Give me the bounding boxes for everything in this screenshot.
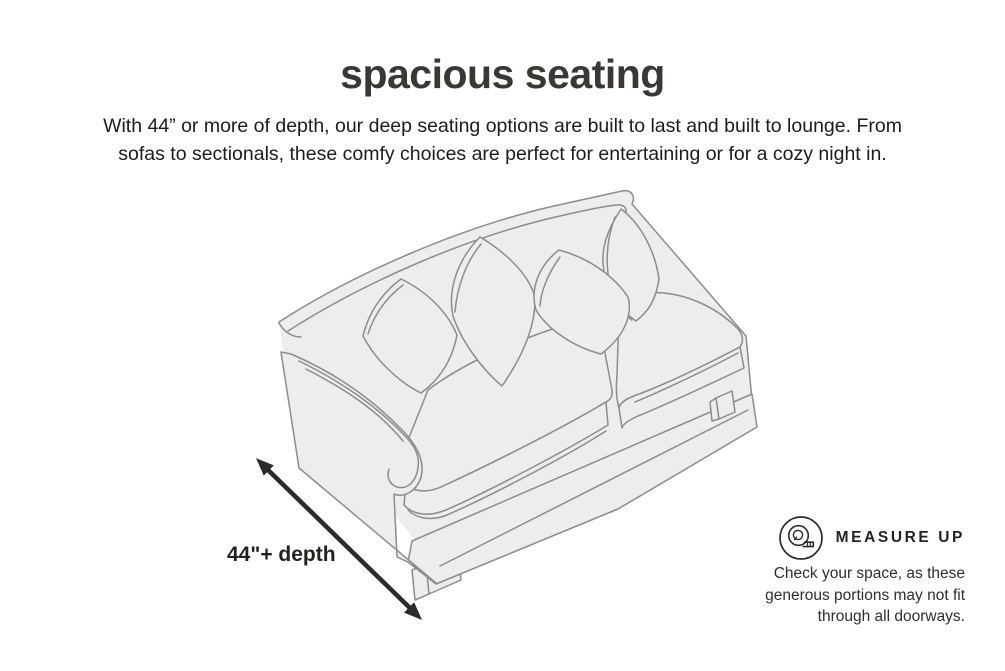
measure-up-note-line-3: through all doorways. bbox=[817, 608, 965, 625]
measure-up-note bbox=[715, 563, 965, 628]
intro-line-2: sofas to sectionals, these comfy choices are perfect for entertaining or for a cozy night in. bbox=[118, 142, 887, 165]
depth-dimension-label: 44"+ depth bbox=[227, 543, 336, 566]
intro-line-1: With 44” or more of depth, our deep seating options are built to last and built to lounge. From bbox=[103, 115, 902, 137]
measure-up-note-line-2: generous portions may not fit bbox=[765, 586, 965, 604]
tape-measure-icon bbox=[778, 515, 824, 561]
measure-up-note-line-1: Check your space, as these bbox=[773, 565, 965, 582]
measure-up-heading: MEASURE UP bbox=[835, 529, 965, 546]
measure-up-header bbox=[715, 515, 965, 561]
measure-up-block bbox=[715, 515, 965, 628]
page-title: spacious seating bbox=[340, 51, 665, 97]
